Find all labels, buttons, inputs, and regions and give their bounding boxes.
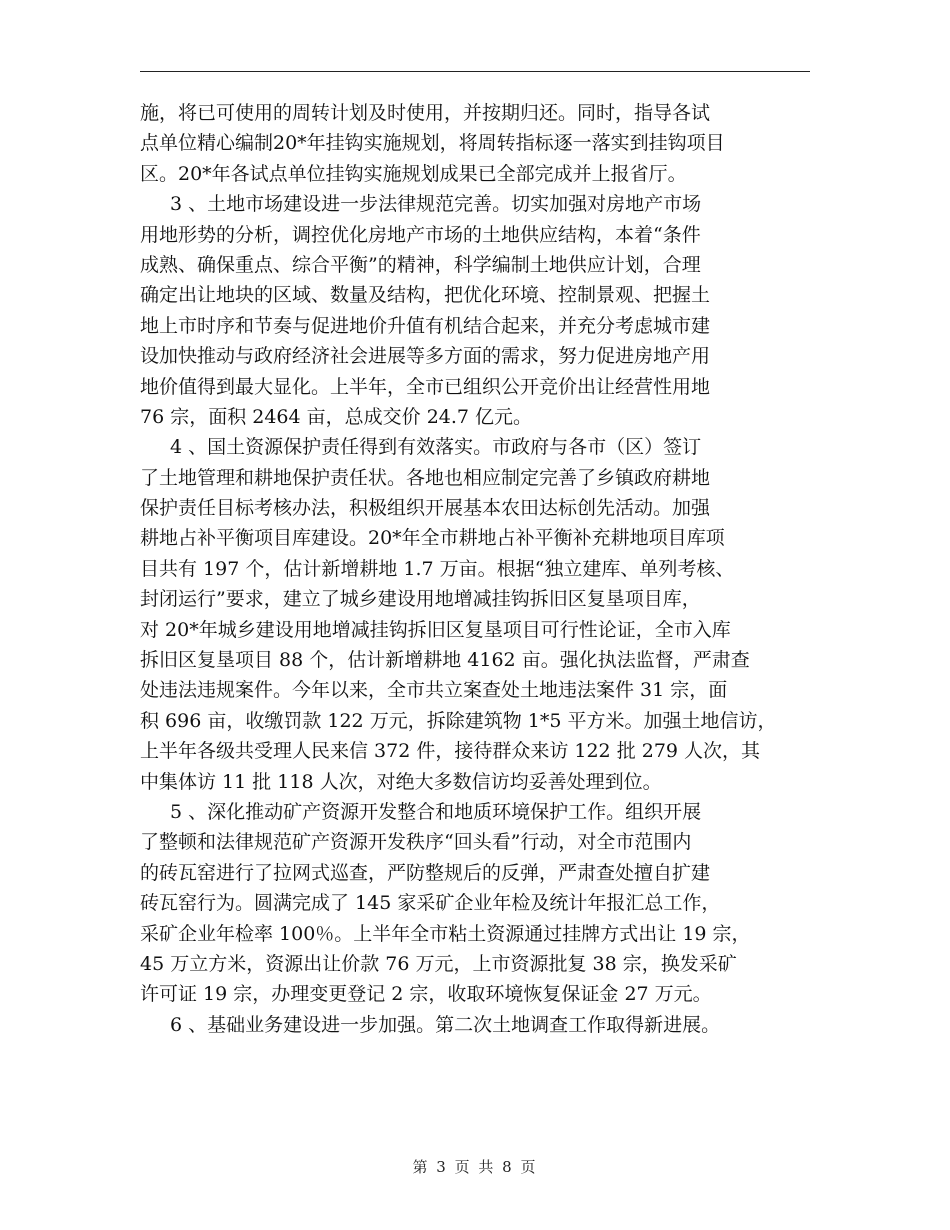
page-footer: 第 3 页 共 8 页 xyxy=(412,1158,538,1176)
text-line: 保护责任目标考核办法，积极组织开展基本农田达标创先活动。加强 xyxy=(140,497,711,520)
text-line: 砖瓦窑行为。圆满完成了 145 家采矿企业年检及统计年报汇总工作， xyxy=(140,892,721,915)
text-line: 地价值得到最大显化。上半年，全市已组织公开竞价出让经营性用地 xyxy=(140,375,711,398)
text-line: 采矿企业年检率 100％。上半年全市粘土资源通过挂牌方式出让 19 宗， xyxy=(140,922,751,945)
text-line: 拆旧区复垦项目 88 个，估计新增耕地 4162 亩。强化执法监督，严肃查 xyxy=(140,649,750,672)
text-line: 对 20*年城乡建设用地增减挂钩拆旧区复垦项目可行性论证，全市入库 xyxy=(140,618,731,641)
text-line: 确定出让地块的区域、数量及结构，把优化环境、控制景观、把握土 xyxy=(140,284,711,307)
header-rule xyxy=(140,71,810,72)
text-line: 了整顿和法律规范矿产资源开发秩序“回头看”行动，对全市范围内 xyxy=(140,831,692,854)
text-line: 3 、土地市场建设进一步法律规范完善。切实加强对房地产市场 xyxy=(170,193,702,216)
text-line: 45 万立方米，资源出让价款 76 万元，上市资源批复 38 宗，换发采矿 xyxy=(140,952,737,975)
text-line: 点单位精心编制20*年挂钩实施规划，将周转指标逐一落实到挂钩项目 xyxy=(140,132,725,155)
text-line: 积 696 亩，收缴罚款 122 万元，拆除建筑物 1*5 平方米。加强土地信访， xyxy=(140,709,777,732)
text-line: 用地形势的分析，调控优化房地产市场的土地供应结构，本着“条件 xyxy=(140,223,701,246)
text-line: 4 、国土资源保护责任得到有效落实。市政府与各市（区）签订 xyxy=(170,436,702,459)
text-line: 封闭运行”要求，建立了城乡建设用地增减挂钩拆旧区复垦项目库， xyxy=(140,588,701,611)
text-line: 施，将已可使用的周转计划及时使用，并按期归还。同时，指导各试 xyxy=(140,102,711,124)
text-line: 设加快推动与政府经济社会进展等多方面的需求，努力促进房地产用 xyxy=(140,345,711,368)
text-line: 上半年各级共受理人民来信 372 件，接待群众来访 122 批 279 人次，其 xyxy=(140,740,761,763)
text-line: 5 、深化推动矿产资源开发整合和地质环境保护工作。组织开展 xyxy=(170,800,702,823)
text-line: 处违法违规案件。今年以来，全市共立案查处土地违法案件 31 宗，面 xyxy=(140,679,728,702)
text-line: 地上市时序和节奏与促进地价升值有机结合起来，并充分考虑城市建 xyxy=(140,314,711,337)
text-line: 许可证 19 宗，办理变更登记 2 宗，收取环境恢复保证金 27 万元。 xyxy=(140,983,712,1006)
text-line: 中集体访 11 批 118 人次，对绝大多数信访均妥善处理到位。 xyxy=(140,770,662,793)
text-line: 区。20*年各试点单位挂钩实施规划成果已全部完成并上报省厅。 xyxy=(140,162,687,185)
text-line: 6 、基础业务建设进一步加强。第二次土地调查工作取得新进展。 xyxy=(170,1013,721,1036)
text-line: 的砖瓦窑进行了拉网式巡查，严防整规后的反弹，严肃查处擅自扩建 xyxy=(140,861,711,884)
text-line: 了土地管理和耕地保护责任状。各地也相应制定完善了乡镇政府耕地 xyxy=(140,466,711,489)
text-line: 耕地占补平衡项目库建设。20*年全市耕地占补平衡补充耕地项目库项 xyxy=(140,527,725,550)
text-line: 目共有 197 个，估计新增耕地 1.7 万亩。根据“独立建库、单列考核、 xyxy=(140,557,735,580)
text-line: 76 宗，面积 2464 亩，总成交价 24.7 亿元。 xyxy=(140,405,533,428)
document-body xyxy=(140,98,812,1040)
text-line: 成熟、确保重点、综合平衡”的精神，科学编制土地供应计划，合理 xyxy=(140,253,701,276)
